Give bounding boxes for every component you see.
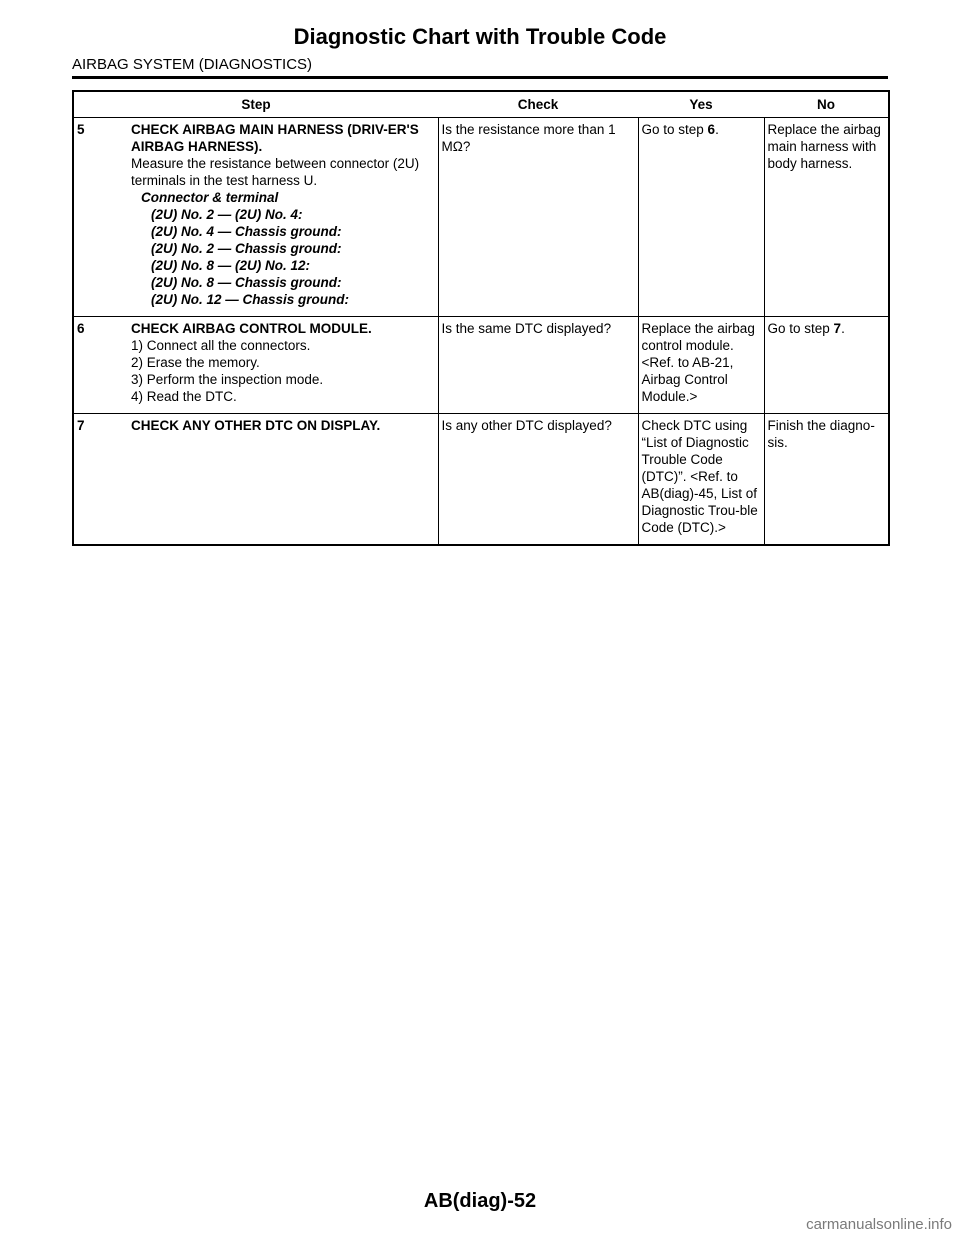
step-reference: 6 [707,122,716,137]
step-title: CHECK ANY OTHER DTC ON DISPLAY. [131,418,381,433]
connector-terminal: (2U) No. 4 — Chassis ground: [151,224,342,239]
yes-text: Go to step [641,122,708,137]
section-title: AIRBAG SYSTEM (DIAGNOSTICS) [72,56,313,73]
header-divider [72,76,888,79]
no-text: Go to step [767,321,834,336]
step-title: CHECK AIRBAG CONTROL MODULE. [131,321,372,336]
table-row-step-7 [73,414,889,546]
table-row-step-6 [73,317,889,414]
step-cell [73,414,438,546]
step-substep: 2) Erase the memory. [131,355,260,370]
no-cell: Replace the airbag main harness with body harness. [764,118,889,317]
yes-text-end: . [715,122,719,137]
check-cell: Is any other DTC displayed? [438,414,638,546]
no-text-end: . [841,321,845,336]
step-number: 5 [77,122,85,137]
no-cell [764,317,889,414]
column-header-no: No [764,91,889,118]
table-row-step-5 [73,118,889,317]
column-header-check: Check [438,91,638,118]
connector-terminal: (2U) No. 2 — (2U) No. 4: [151,207,303,222]
watermark: carmanualsonline.info [806,1216,952,1233]
step-substep: 4) Read the DTC. [131,389,237,404]
step-substep: 1) Connect all the connectors. [131,338,311,353]
connector-terminal: (2U) No. 8 — Chassis ground: [151,275,342,290]
connector-heading: Connector & terminal [141,190,279,205]
page-title: Diagnostic Chart with Trouble Code [293,24,667,49]
step-cell [73,118,438,317]
diagnostic-table [72,90,890,546]
step-title: CHECK AIRBAG MAIN HARNESS (DRIV-ER'S AIRBAG HARNESS). [131,122,419,154]
connector-terminal: (2U) No. 2 — Chassis ground: [151,241,342,256]
step-instruction: Measure the resistance between connector (2U) terminals in the test harness U. [131,156,420,188]
step-substep: 3) Perform the inspection mode. [131,372,324,387]
yes-cell [638,118,764,317]
column-header-yes: Yes [638,91,764,118]
table-header-row [73,91,889,118]
step-number: 7 [77,418,85,433]
no-cell: Finish the diagno-sis. [764,414,889,546]
yes-cell: Replace the airbag control module. <Ref. to AB-21, Airbag Control Module.> [638,317,764,414]
column-header-step: Step [73,91,438,118]
check-cell: Is the resistance more than 1 MΩ? [438,118,638,317]
step-reference: 7 [833,321,842,336]
connector-terminal: (2U) No. 12 — Chassis ground: [151,292,350,307]
page-number: AB(diag)-52 [423,1190,537,1212]
step-number: 6 [77,321,85,336]
yes-cell: Check DTC using “List of Diagnostic Trouble Code (DTC)”. <Ref. to AB(diag)-45, List of Diagnostic Trou-ble Code (DTC).> [638,414,764,546]
check-cell: Is the same DTC displayed? [438,317,638,414]
connector-terminal: (2U) No. 8 — (2U) No. 12: [151,258,311,273]
step-cell [73,317,438,414]
